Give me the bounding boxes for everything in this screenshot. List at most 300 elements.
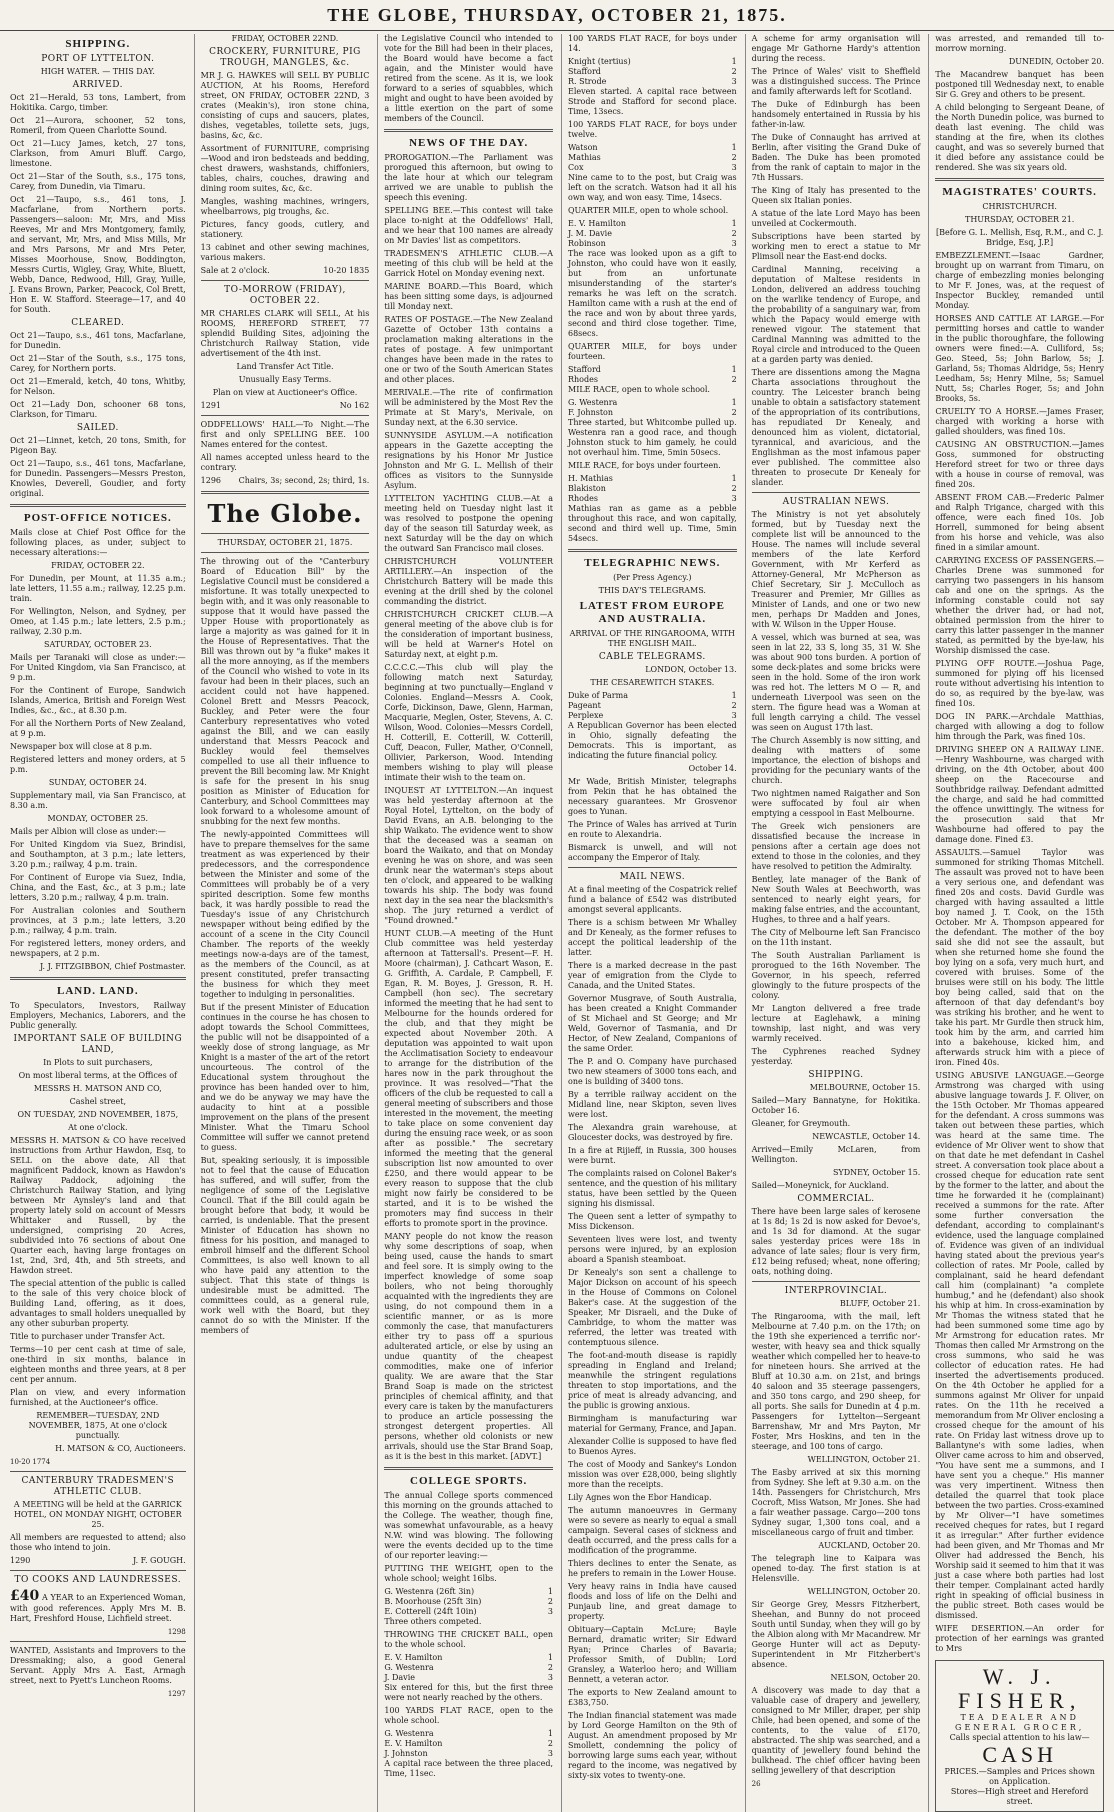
mail-item: Seventeen lives were lost, and twenty persons were injured, by an explosion aboard a Spanish steamboat. [568, 1235, 737, 1264]
dunedin-dateline: DUNEDIN, October 20. [1008, 57, 1104, 66]
australian-item: The Cyphrenes reached Sydney yesterday. [751, 1047, 921, 1066]
post-item: For Continent of Europe via Suez, India, China, and the East, &c., at 3 p.m.; late letters, 3.20 p.m.; railway, 4 p.m. train. [10, 873, 186, 902]
latest-title: LATEST FROM EUROPE AND AUSTRALIA. [579, 600, 725, 625]
australian-item: A vessel, which was burned at sea, was seen in lat 22, 33 S, long 35, 31 W. She was about 900 tons burden. A portion of some deck-plates and some bricks were seen in the hold. Some of the iron work was red hot. The letters M O — R, and underneath Liverpool was seen on the stern. The figure head was a Woman at full length carrying a child. The vessel was seen on August 17th last. [751, 633, 921, 732]
divider [10, 1641, 186, 1642]
editorial-paragraph: The newly-appointed Committees will have to prepare themselves for the same treatment as was experienced by their predecessors, and the correspondence between the Minister and some of the Committees will probably be of a very spirited description. Some few months back, it was hardly possible to read the Tuesday's issue of any Christchurch newspaper without being edified by the account of a scene in the City Council Chamber. The reports of the weekly meetings now-a-days are of the tamest, as the members of the Council, as at present constituted, prefer transacting the business for which they meet together to indulging in personalities. [200, 830, 370, 999]
wanted-body: WANTED, Assistants and Improvers to the Dressmaking; also, a good General Servant. Apply Mrs A. East, Armagh street, next to Pyett's Luncheon Rooms. [10, 1646, 186, 1685]
court-case: EMBEZZLEMENT.—Isaac Gardner, brought up on warrant from Timaru, on charge of embezzling monies belonging to Mr F. Jones, was, at the request of Inspector Buckley, remanded until Monday. [935, 251, 1104, 310]
event-note: Eleven started. A capital race between Strode and Stafford for second place. Time, 13secs. [568, 87, 737, 116]
event-title: THROWING THE CRICKET BALL, open to the whole school. [384, 1630, 553, 1649]
ad3-body: All names accepted unless heard to the contrary. [200, 453, 370, 472]
event-title: 100 YARDS FLAT RACE, open to the whole school. [384, 1706, 553, 1725]
mail-item: The King of Italy has presented to the Queen six Italian ponies. [751, 186, 921, 205]
result-row [384, 1663, 553, 1673]
divider [568, 867, 737, 868]
mail-item: In a fire at Rijieff, in Russia, 300 houses were burnt. [568, 1146, 737, 1165]
result-name: Mathias [568, 153, 601, 162]
sailed-item: Oct 21—Taupo, s.s., 461 tons, Macfarlane, for Dunedin. Passengers—Messrs Preston, Knowles, Deverell, Goudier, and forty original. [10, 459, 186, 498]
land-sale-title: IMPORTANT SALE OF BUILDING LAND, [13, 1034, 183, 1055]
result-row [568, 408, 737, 418]
result-name: Blakiston [568, 484, 606, 493]
aus-shipping-item: Sailed—Mary Bannatyne, for Hokitika. October 16. [751, 1096, 921, 1115]
mail-item: The Duke of Edinburgh has been handsomely entertained in Russia by his father-in-law. [751, 100, 921, 129]
result-name: F. Johnston [568, 408, 614, 417]
court-case: CRUELTY TO A HORSE.—James Fraser, charged with working a horse with galled shoulders, was fined 10s. [935, 407, 1104, 436]
wanted-reference: 1297 [167, 1690, 186, 1698]
ad2-body: Plan on view at Auctioneer's Office. [212, 388, 358, 397]
cable-item: October 14. [688, 764, 737, 773]
news-item: INQUEST AT LYTTELTON.—An inquest was held yesterday afternoon at the Royal Hotel, Lyttelton, on the body of David Evans, an A.B. belonging to the ship Waikato. The evidence went to show that the deceased was a seaman on board the Waikato, and that on Monday evening he was on shore, and was seen drunk near the waterman's steps about ten o'clock, and appeared to be walking towards his ship. The body was found next day in the sea near the blacksmith's shop. The jury returned a verdict of "Found drowned." [384, 786, 553, 925]
post-item: For United Kingdom via Suez, Brindisi, and Southampton, at 3 p.m.; late letters, 3.20 p.m.; railway, 4 p.m. train. [10, 840, 186, 869]
court-case: DOG IN PARK.—Archdale Matthias, charged with allowing a dog to follow him through the Park, was fined 10s. [935, 712, 1104, 741]
divider [752, 492, 921, 493]
result-row [384, 1739, 553, 1749]
result-place: 3 [731, 77, 737, 86]
magistrates-date: THURSDAY, OCTOBER 21. [964, 215, 1075, 224]
post-office-title: POST-OFFICE NOTICES. [23, 512, 172, 524]
result-row [384, 1653, 553, 1663]
mail-item: The autumn manoeuvres in Germany were so severe as nearly to equal a small campaign. Several cases of sickness and death occurred, and the press calls for a modification of the programme. [568, 1506, 737, 1555]
result-row [568, 57, 737, 67]
land-body: The special attention of the public is called to the sale of this very choice block of Building Land, offering, as it does, advantages to small holders unequalled by any other suburban property. [10, 1279, 186, 1328]
ad1-sale: Sale at 2 o'clock. [200, 266, 270, 275]
post-signature: J. J. FITZGIBBON, Chief Postmaster. [39, 962, 186, 971]
sports-title: COLLEGE SPORTS. [410, 1475, 528, 1487]
ad1-reference: 10-20 1835 [323, 266, 370, 275]
news-item: C.C.C.C.—This club will play the following match next Saturday, beginning at two punctually—England v Colonies. England—Messrs A. Cook, Corfe, Dickinson, Dawe, Glenn, Harman, Macquarie, Meglen, Oster, Stevens, A. C. Wilson, Wood. Colonies—Messrs Cordell, H. Cotterill, E. Cotterill, W. Cotterill, Cuff, Deacon, Fuller, Mather, O'Connell, Ollivier, Parkerson, Wood. Intending members wishing to play will please intimate their wish to the team on. [384, 663, 553, 782]
issue-date: THURSDAY, OCTOBER 21, 1875. [217, 538, 353, 547]
ad3-body: ODDFELLOWS' HALL—To Night.—The first and only SPELLING BEE. 100 Names entered for the contest. [200, 420, 370, 449]
mail-item: The complaints raised on Colonel Baker's sentence, and the question of his military status, have been settled by the Queen signing his dismissal. [568, 1169, 737, 1208]
result-row [568, 375, 737, 385]
mail-item: The P. and O. Company have purchased two new steamers of 3000 tons each, and one is building of 3400 tons. [568, 1057, 737, 1086]
land-title: LAND. LAND. [57, 985, 139, 997]
result-name: B. Moorhouse (25ft 3in) [384, 1597, 482, 1606]
column-4 [561, 34, 737, 1812]
result-place: 2 [731, 408, 737, 417]
divider [201, 415, 370, 416]
cooks-reference: 1298 [167, 1628, 186, 1636]
fisher-stores: Stores—High street and Hereford street. [950, 1787, 1089, 1806]
court-case: CARRYING EXCESS OF PASSENGERS.—Charles Drene was summoned for carrying two passengers in his hansom cab and one on the springs. As the informing constable could not say whether the driver had, or had not, obtained permission from the hirer to carry this latter passenger in the manner stated, as permitted by the bye-law, his Worship dismissed the case. [935, 556, 1104, 655]
result-name: G. Westenra [384, 1729, 434, 1738]
result-row [568, 229, 737, 239]
interprovincial-item: The telegraph line to Kaipara was opened to-day. The first station is at Helensville. [751, 1554, 921, 1583]
result-row [568, 484, 737, 494]
result-row [568, 143, 737, 153]
ctac-signature: J. F. GOUGH. [132, 1556, 186, 1565]
ctac-body: A MEETING will be held at the GARRICK HOTEL, ON MONDAY NIGHT, OCTOBER 25. [13, 1500, 182, 1529]
result-name: Watson [568, 143, 598, 152]
result-name: Rhodes [568, 494, 598, 503]
arrived-item: Oct 21—Aurora, schooner, 52 tons, Romeril, from Queen Charlotte Sound. [10, 116, 186, 135]
result-row [384, 1729, 553, 1739]
result-place: 1 [731, 398, 737, 407]
interprovincial-item: NELSON, October 20. [830, 1673, 921, 1682]
result-name: Stafford [568, 365, 601, 374]
land-body: Terms—10 per cent cash at time of sale, one-third in six months, balance in eighteen months and three years, at 8 per cent per annum. [10, 1345, 186, 1384]
court-case: CAUSING AN OBSTRUCTION.—James Goss, summoned for obstructing Hereford street for two or three days with a house in course of removal, was fined 20s. [935, 440, 1104, 489]
interprovincial-item: The Easby arrived at six this morning from Sydney. She left at 9.30 a.m. on the 14th. Passengers for Christchurch, Mrs Cocroft, Miss Watson, Mr Jones. She had a fair weather passage. Cargo—200 tons Sydney sugar, 1,300 tons coal, and a miscellaneous cargo of fruit and timber. [751, 1468, 921, 1537]
page-number: 26 [751, 1780, 761, 1788]
result-row [568, 711, 737, 721]
mail-item: The Indian financial statement was made by Lord George Hamilton on the 9th of August. An amendment proposed by Mr Smollett, condemning the policy of borrowing large sums each year, without regard to the income, was negatived by sixty-six votes to twenty-one. [568, 1711, 737, 1780]
shipping-title: SHIPPING. [65, 38, 131, 50]
divider [568, 549, 737, 552]
result-place: 3 [731, 711, 737, 720]
ad3-footer [201, 476, 370, 486]
australian-item: The City of Melbourne left San Francisco on the 11th instant. [751, 928, 921, 947]
result-place: 1 [547, 1653, 553, 1662]
mail-title: MAIL NEWS. [619, 872, 686, 882]
land-reference: 10-20 1774 [10, 1458, 51, 1466]
australian-item: The Church Assembly is now sitting, and dealing with matters of some importance, the election of bishops and providing for the pecuniary wants of the church. [751, 736, 921, 785]
sailed-item: Oct 21—Linnet, ketch, 20 tons, Smith, for Pigeon Bay. [10, 436, 186, 455]
court-case: DRIVING SHEEP ON A RAILWAY LINE.—Henry Washbourne, was charged with driving, on the 4th October, about 400 sheep on the Racecourse and Southbridge railway. Defendant admitted the charge, and said he had committed the offence unwittingly. The witness for the prosecution said that Mr Washbourne had offered to pay the damage done. Fined £3. [935, 745, 1104, 844]
interprovincial-title: INTERPROVINCIAL. [784, 1286, 888, 1296]
result-row [568, 701, 737, 711]
post-item: For Australian colonies and Southern provinces, at 3 p.m.; late letters, 3.20 p.m.; railway, 4 p.m. train. [10, 906, 186, 935]
event-note: Nine came to to the post, but Craig was left on the scratch. Watson had it all his own way, and won easy. Time, 14secs. [568, 173, 737, 202]
court-case: USING ABUSIVE LANGUAGE.—George Armstrong was charged with using abusive language towards J. F. Oliver, on the 15th October. Mr Thomas appeared for the defendant. A cross summons was taken out between these parties, which was heard at the same time. The evidence of Mr Oliver went to show that on that date he met defendant in Cashel street. A conversation took place about a crossed cheque for education rate sent by the former to the latter, and about the time he forwarded it he (complainant) received a summons for the rate. After some further conversation the defendant, according to complainant's evidence, used the language complained of. Evidence was given of an individual having stated about the previous year's collection of rates. Mr Poole, called by complainant, said he heard defendant call him (complainant) "a complete humbug," and he (defendant) also shook his whip at him. In cross-examination by Mr Thomas the witness stated that he had been summoned some time ago by Mr Armstrong for education rates. Mr Thomas then called Mr Armstrong on the cross summons, who said he was collector of education rates. He had inserted the advertisements produced. On the 4th October he applied for a summons against Mr Oliver for unpaid rates. On the 11th he received a memorandum from Mr Oliver enclosing a crossed cheque for the amount of his rate. On Friday last witness drove up to Ballantyne's with some ladies, when Oliver came across to him and observed, "You have sent me a summons, and I have sent you a cheque." His manner was very impertinent. Witness then detailed the quarrel that took place between the two parties. Cross-examined by Mr Oliver—"I have sometimes received cheques for rates, but I regard it as irregular." After further evidence had been given, and Mr Thomas and Mr Oliver had addressed the Bench, his Worship said it seemed to him that it was just a case where both parties had lost their temper. Complainant acted hardly right in speaking of official business in the public street. Both cases would be dismissed. [935, 1071, 1104, 1620]
result-row [568, 153, 737, 163]
event-note: Three started, but Whitcombe pulled up. Westenra ran a good race, and though Johnston stuck to him gamely, he could not overhaul him. Time, 5min 50secs. [568, 418, 737, 457]
aus-shipping-title: SHIPPING. [808, 1070, 864, 1080]
fisher-name: W. J. FISHER, [958, 1664, 1082, 1713]
interprovincial-item: A discovery was made to day that a valuable case of drapery and jewellery, consigned to Mr Miller, draper, per ship Chile, had been opened, and some of the contents, to the value of £170, abstracted. The ship was searched, and a quantity of jewellery found behind the bulkhead. The chief officer having been selling jewellery of that description [751, 1686, 921, 1775]
land-sale-line: MESSRS H. MATSON AND CO, [33, 1084, 162, 1093]
result-row [568, 691, 737, 701]
result-place: 2 [731, 67, 737, 76]
mail-item: Governor Musgrave, of South Australia, has been created a Knight Commander of St Michael and St George; and Mr Weld, Governor of Tasmania, and Dr Hector, of New Zealand, Companions of the same Order. [568, 994, 737, 1053]
post-item: MONDAY, OCTOBER 25. [47, 814, 149, 823]
cable-item: The Prince of Wales has arrived at Turin en route to Alexandria. [568, 820, 737, 839]
result-name: G. Westenra [384, 1663, 434, 1672]
result-name: J. Johnston [384, 1749, 428, 1758]
result-place: 2 [731, 701, 737, 710]
result-place: 2 [731, 153, 737, 162]
divider [10, 504, 186, 507]
mail-item: Thiers declines to enter the Senate, as he prefers to remain in the Lower House. [568, 1559, 737, 1578]
australian-item: The South Australian Parliament is prorogued to the 16th November. The Governor, in his speech, referred glowingly to the future prospects of the colony. [751, 951, 921, 1000]
fisher-attention: Calls special attention to his law— [949, 1733, 1090, 1742]
result-place: 1 [731, 691, 737, 700]
result-name: Stafford [568, 67, 601, 76]
result-place: 3 [547, 1749, 553, 1758]
column-1 [10, 34, 186, 1812]
nelson-continuation: was arrested, and remanded till to-morrow morning. [935, 34, 1104, 53]
port-title: PORT OF LYTTELTON. [41, 54, 155, 64]
news-item: MANY people do not know the reason why some descriptions of soap, when being used, cause the hands to smart and feel sore. It is simply owing to the imperfect knowledge of some soap boilers, who not being thoroughly acquainted with the ingredients they are using, do not compound them in a scientific manner, or as is more commonly the case, that manufacturers either try to pass off a spurious adulterated article, or else by using an undue quantity of the cheapest commodities, make one of inferior quality. We are aware that the Star Brand Soap is made on the strictest principles of chemical affinity, and that every care is taken by the manufacturers to produce an article possessing the strongest detergent properties. All persons, whether old colonists or new arrivals, should use the Star Brand Soap, as it is the best in this market. [ADVT.] [384, 1232, 553, 1461]
telegraphic-title: TELEGRAPHIC NEWS. [584, 557, 721, 569]
result-row [568, 494, 737, 504]
cooks-title: TO COOKS AND LAUNDRESSES. [14, 1575, 182, 1585]
cleared-label: CLEARED. [71, 318, 125, 328]
court-case: WIFE DESERTION.—An order for protection of her earnings was granted to Mrs [935, 1624, 1104, 1653]
result-place: 2 [547, 1597, 553, 1606]
ctac-title: CANTERBURY TRADESMEN'S ATHLETIC CLUB. [21, 1476, 175, 1497]
result-place: 3 [547, 1607, 553, 1616]
ad2-body: MR CHARLES CLARK will SELL, At his ROOMS, HEREFORD STREET, 77 splendid Building Sites, adjoining the Christchurch Railway Station, vide advertisement of the 4th inst. [200, 309, 370, 358]
land-sale-line: In Plots to suit purchasers, [43, 1058, 153, 1067]
result-row [568, 474, 737, 484]
result-name: G. Westenra [568, 398, 618, 407]
result-row [384, 1607, 553, 1617]
cable-item: A Republican Governor has been elected in Ohio, signally defeating the Democrats. This is important, as indicating the future financial policy. [568, 721, 737, 760]
ad1-body: MR J. G. HAWKES will SELL BY PUBLIC AUCTION, At his Rooms, Hereford street, ON FRIDAY, OCTOBER 22ND, 3 crates (Meakin's), iron stone china, consisting of cups and saucers, plates, dishes, vegetables, toilette sets, jugs, basins, &c, &c. [200, 71, 370, 140]
mail-item: Lily Agnes won the Ebor Handicap. [568, 1493, 712, 1502]
divider [201, 491, 370, 494]
news-item: CHRISTCHURCH VOLUNTEER ARTILLERY.—An inspection of the Christchurch Battery will be made this evening at the drill shed by the colonel commanding the district. [384, 557, 553, 606]
result-name: Robinson [568, 239, 606, 248]
result-row [568, 67, 737, 77]
event-note: Mathias ran as game as a pebble throughout this race, and won capitally, second and third well up. Time, 5min 54secs. [568, 504, 737, 543]
result-name: Duke of Parma [568, 691, 628, 700]
mail-item: The Prince of Wales' visit to Sheffield was a distinguished success. The Prince and family afterwards left for Scotland. [751, 67, 921, 96]
land-signature: H. MATSON & CO, Auctioneers. [55, 1444, 186, 1453]
court-case: ABSENT FROM CAB.—Frederic Palmer and Ralph Trigance, charged with this offence, were each fined 10s. Job Horrell, summoned for being absent from his horse and vehicle, was also fined in a similar amount. [935, 493, 1104, 552]
result-name: G. Westenra (26ft 3in) [384, 1587, 475, 1596]
column-2 [194, 34, 370, 1812]
mail-item: A statue of the late Lord Mayo has been unveiled at Cockermouth. [751, 209, 921, 228]
cleared-item: Oct 21—Emerald, ketch, 40 tons, Whitby, for Nelson. [10, 377, 186, 396]
result-name: H. Mathias [568, 474, 613, 483]
divider [201, 533, 370, 534]
fisher-prices: PRICES.—Samples and Prices shown on Application. [944, 1767, 1095, 1786]
mail-item: By a terrible railway accident on the Midland line, near Skipton, seven lives were lost. [568, 1090, 737, 1119]
result-row [568, 239, 737, 249]
result-place: 1 [731, 57, 737, 66]
australian-item: Bentley, late manager of the Bank of New South Wales at Beechworth, was sentenced to nearly eight years, for making false entries, and the accountant, Hughes, to three and a half years. [751, 875, 921, 924]
news-item: MERIVALE.—The rite of confirmation will be administered by the Most Rev the Primate at St Mary's, Merivale, on Sunday next, at the 6.30 service. [384, 388, 553, 427]
aus-shipping-item: MELBOURNE, October 15. [809, 1083, 921, 1092]
arrived-item: Oct 21—Lucy James, ketch, 27 tons, Clarkson, from Amuri Bluff. Cargo, limestone. [10, 139, 186, 168]
event-note: The race was looked upon as a gift to Johnston, who could have won it easily, but from an unfortunate misunderstanding of the starter's remarks he was left on the scratch. Hamilton came with a rush at the end of the race and won by about three yards, second and third close together. Time, 68secs. [568, 249, 737, 338]
result-name: E. V. Hamilton [384, 1653, 443, 1662]
cleared-item: Oct 21—Lady Don, schooner 68 tons, Clarkson, for Timaru. [10, 400, 186, 419]
aus-shipping-item: SYDNEY, October 15. [832, 1168, 921, 1177]
court-case: ASSAULTS.—Samuel Taylor was summoned for striking Thomas Mitchell. The assault was proved not to have been a very serious one, and defendant was fined 20s and costs. David Gurdle was charged with having assaulted a little boy named J. T. Cook, on the 15th October. Mr A. Thompson appeared for the defendant. The mother of the boy said she did not see the assault, but when she returned home she found the boy lying on a sofa, very much hurt, and covered with bruises. Some of the bruises were still on his body. The little boy being called, said that on the afternoon of that day defendant's boy was striking his brother, and he went to take his part. Mr Gurdle then struck him, took him by the arm, and carried him into a bakehouse, kicked him, and afterwards struck him with a piece of iron. Fined 40s. [935, 848, 1104, 1067]
result-name: E. V. Hamilton [384, 1739, 443, 1748]
result-place: 2 [547, 1739, 553, 1748]
aus-shipping-item: Arrived—Emily McLaren, from Wellington. [751, 1145, 921, 1164]
arrived-item: Oct 21—Star of the South, s.s., 175 tons, Carey, from Dunedin, via Timaru. [10, 172, 186, 191]
court-case: HORSES AND CATTLE AT LARGE.—For permitting horses and cattle to wander in the public thoroughfare, the following owners were fined:—A. Culliford, 5s; Geo. Steed, 5s; John Barlow, 5s; J. Garland, 5s; Thomas Aldridge, 5s; Henry Leedham, 5s; Henry Milne, 5s; Samuel Nutt, 5s; Charles Roger, 5s; and John Brooks, 5s. [935, 314, 1104, 403]
editorial-paragraph: But if the present Minister of Education continues in the course he has chosen to adopt towards the School Committees, the public will not be disappointed of a weekly dose of strong language, as Mr Knight is a master of the art of the retort uncourteous. The control of the Educational system throughout the province has been handed over to him, and we do be anyway we may have the audacity to hint at a possible improvement on the plans of the present Minister. What the Timaru School Committee will suffer we cannot pretend to guess. [200, 1003, 370, 1152]
news-item: PROROGATION.—The Parliament was prorogued this afternoon, but owing to the late hour at which our telegram arrived we are unable to publish the speech this evening. [384, 153, 553, 202]
news-title: NEWS OF THE DAY. [409, 137, 529, 149]
result-place: 1 [731, 219, 737, 228]
australian-title: AUSTRALIAN NEWS. [782, 497, 890, 507]
result-name: R. Strode [568, 77, 607, 86]
fisher-cash: CASH [982, 1742, 1057, 1767]
news-item: RATES OF POSTAGE.—The New Zealand Gazette of October 13th contains a proclamation making alterations in the rates of postage. A few unimportant changes have been made in the rates to one or two of the South American States and other places. [384, 315, 553, 384]
aus-shipping-item: NEWCASTLE, October 14. [812, 1132, 921, 1141]
news-item: CHRISTCHURCH CRICKET CLUB.—A general meeting of the above club is for the consideration of important business, will be held at Warner's Hotel on Saturday next, at eight p.m. [384, 610, 553, 659]
mail-item: Obituary—Captain McLure; Bayle Bernard, dramatic writer; Sir Edward Ryan; Prince Charles of Bavaria; Professor Smith, of Dublin; Lord Gransley, a Waterloo hero; and William Bennett, a veteran actor. [568, 1625, 737, 1684]
land-intro: To Speculators, Investors, Railway Employers, Mechanics, Laborers, and the Public generally. [10, 1001, 186, 1030]
result-row [568, 77, 737, 87]
fisher-trade: TEA DEALER AND GENERAL GROCER, [955, 1713, 1085, 1732]
interprovincial-item: Sir George Grey, Messrs Fitzherbert, Sheehan, and Bunny do not proceed South until Sunday, when they will go by the Albion along with Mr Macandrew. Mr George Hunter will act as Deputy-Superintendent in Mr Fitzherbert's absence. [751, 1600, 921, 1669]
telegraphic-tag: THIS DAY'S TELEGRAMS. [598, 586, 706, 595]
mail-item: Cardinal Manning, receiving a deputation of Maltese residents in London, delivered an address touching on the warlike tendency of Europe, and the probability of a sanguinary war, from which the Papacy would emerge with renewed vigour. The statement that Cardinal Manning was admitted to the Royal circle and introduced to the Queen at a garden party was denied. [751, 265, 921, 364]
mail-item: Subscriptions have been started by working men to erect a statue to Mr Plimsoll near the East-end docks. [751, 232, 921, 261]
commercial-body: There have been large sales of kerosene at 1s 8d; 1s 2d is now asked for Devoe's, and 1s 3d for diamond. At the sugar sales yesterday prices were 18s in advance of late sales; flour is very firm, £12 being refused; wheat, none offering; oats, nothing doing. [751, 1207, 921, 1276]
divider [10, 1570, 186, 1571]
event-title: QUARTER MILE, open to whole school. [568, 206, 729, 215]
ad1-date: FRIDAY, OCTOBER 22ND. [231, 34, 339, 43]
result-place: 3 [547, 1673, 553, 1682]
result-name: Rhodes [568, 375, 598, 384]
magistrates-sub: CHRISTCHURCH. [982, 202, 1057, 211]
ctac-footer [10, 1556, 186, 1566]
result-place: 1 [731, 365, 737, 374]
event-note: Three others competed. [384, 1617, 482, 1626]
news-item: MARINE BOARD.—This Board, which has been sitting some days, is adjourned till Monday next. [384, 282, 553, 311]
result-name: Perplexe [568, 711, 604, 720]
aus-shipping-item: Sailed—Moneynick, for Auckland. [751, 1181, 889, 1190]
mail-item: Dr Kenealy's son sent a challenge to Major Dickson on account of his speech in the House of Commons on Colonel Baker's case. At the suggestion of the Speaker, Mr Disraeli, and the Duke of Cambridge, to whom the matter was referred, the letter was treated with contemptuous silence. [568, 1268, 737, 1347]
arrived-label: ARRIVED. [72, 80, 124, 90]
mail-item: The foot-and-mouth disease is rapidly spreading in England and Ireland; meanwhile the stringent regulations threaten to stop importations, and the price of meat is already advancing, and the public is growing anxious. [568, 1351, 737, 1410]
divider [384, 129, 553, 132]
divider [10, 977, 186, 980]
magistrates-bench: [Before G. L. Mellish, Esq, R.M., and C. J. Bridge, Esq, J.P.] [936, 228, 1104, 247]
event-title: 100 YARDS FLAT RACE, for boys under twelve. [568, 120, 737, 139]
result-place: 1 [547, 1587, 553, 1596]
mail-item: Very heavy rains in India have caused floods and loss of life on the Delhi and Punjaub line, and great damage to property. [568, 1582, 737, 1621]
ad1-title: CROCKERY, FURNITURE, PIG TROUGH, MANGLES, &c. [209, 47, 361, 68]
mail-item: There is a marked decrease in the past year of emigration from the Clyde to Canada, and the United States. [568, 961, 737, 990]
mail-item: A scheme for army organisation will engage Mr Gathorne Hardy's attention during the recess. [751, 34, 921, 63]
australian-item: The Greek wich pensioners are dissatisfied because the increase in pensions after a certain age does not extend to those in the colonies, and they have resolved to petition the Admiralty. [751, 822, 921, 871]
mail-item: The Queen sent a letter of sympathy to Miss Dickenson. [568, 1212, 737, 1231]
cleared-item: Oct 21—Star of the South, s.s., 175 tons, Carey, for Northern ports. [10, 354, 186, 373]
land-remember: REMEMBER—TUESDAY, 2ND NOVEMBER, 1875, At one o'clock punctually. [28, 1411, 167, 1440]
event-note: Six entered for this, but the first three were not nearly reached by the others. [384, 1683, 553, 1702]
ctac-body: All members are requested to attend; also those who intend to join. [10, 1533, 186, 1552]
australian-item: The Ministry is not yet absolutely formed, but by Tuesday next the complete list will be announced to the House. The names will include several members of the late Kerford Government, with Mr Kerferd as Attorney-General, Mr McPherson as Chief Secretary, Sir J. McCulloch as Treasurer and Premier, Mr Gillies as Minister of Lands, and one or two new men, perhaps Dr Madden and Jones, with W. Wilson in the Upper House. [751, 510, 921, 629]
event-title: QUARTER MILE, for boys under fourteen. [568, 342, 737, 361]
ad2-title: TO-MORROW (FRIDAY), OCTOBER 22. [224, 285, 346, 306]
result-row [384, 1673, 553, 1683]
column-6 [928, 34, 1104, 1812]
result-place: 3 [731, 163, 737, 172]
news-item: SPELLING BEE.—This contest will take place to-night at the Oddfellows' Hall, and we hear that 100 names are already on Mr Davies' list as competitors. [384, 206, 553, 245]
mail-item: The cost of Moody and Sankey's London mission was over £28,000, being slightly more than the receipts. [568, 1460, 737, 1489]
court-case: PLYING OFF ROUTE.—Joshua Page, summoned for plying off his licensed route without advertising his intention to do so, as required by the bye-law, was fined 10s. [935, 659, 1104, 708]
column-3 [377, 34, 553, 1812]
result-name: J. Davie [384, 1673, 415, 1682]
post-item: For Dunedin, per Mount, at 11.35 a.m.; late letters, 11.55 a.m.; railway, 12.25 p.m. train. [10, 574, 186, 603]
aus-shipping-item: Gleaner, for Greymouth. [751, 1119, 851, 1128]
land-sale-line: ON TUESDAY, 2ND NOVEMBER, 1875, [17, 1110, 179, 1119]
land-sale-line: At one o'clock. [68, 1123, 128, 1132]
cable-item: Bismarck is unwell, and will not accompany the Emperor of Italy. [568, 843, 737, 862]
result-place: 1 [731, 143, 737, 152]
cable-title: CABLE TELEGRAMS. [598, 652, 706, 662]
result-row [568, 398, 737, 408]
interprovincial-item: The Ringarooma, with the mail, left Melbourne at 7.40 p.m. on the 17th; on the 19th she experienced a terrific nor'-wester, with heavy sea and thick squally weather which compelled her to heave-to for nineteen hours. She arrived at the Bluff at 10.30 a.m. on 21st, and brings 40 saloon and 35 steerage passengers, and 350 tons cargo, and 290 sheep, for all ports. She sails for Dunedin at 4 p.m. Passengers for Lyttelton—Sergeant Barrenshaw, Mr and Mrs Payton, Mr Foster, Mrs Hoskins, and ten in the steerage, and 100 tons of cargo. [751, 1312, 921, 1451]
post-item: Mails per Albion will close as under:— [10, 827, 166, 836]
mail-item: The Alexandra grain warehouse, at Gloucester docks, was destroyed by fire. [568, 1123, 737, 1142]
land-body: Title to purchaser under Transfer Act. [10, 1332, 166, 1341]
divider [201, 280, 370, 281]
result-place: 2 [731, 229, 737, 238]
result-row [384, 1597, 553, 1607]
news-item: HUNT CLUB.—A meeting of the Hunt Club committee was held yesterday afternoon at Tattersall's. Present—F. H. Moore (chairman), J. Cathcart Wason, E. G. Griffith, A. Cardale, P. Campbell, F. Egan, R. M. Boyes, J. Gresson, R. H. Campbell (hon sec). The secretary informed the meeting that he had sent to Melbourne for the hounds ordered for the club, and that they might be expected about November 20th. A deputation was appointed to wait upon the Acclimatisation Society to endeavour to arrange for the distribution of the hares now in the park throughout the province. It was resolved—"That the officers of the club be requested to call a general meeting of subscribers and those interested in the movement, the meeting to take place on some convenient day during the ensuing race week, or as soon after as possible." The secretary informed the meeting that the general subscription list now amounted to over £250, and there would appear to be every reason to suppose that the club might now fairly be considered to be started, and it is to be wished the promoters may find success in their efforts to promote sport in the province. [384, 929, 554, 1228]
ad1-body: 13 cabinet and other sewing machines, various makers. [200, 243, 370, 262]
result-name: J. M. Davie [568, 229, 612, 238]
result-name: Pageant [568, 701, 601, 710]
ad3-prices: Chairs, 3s; second, 2s; third, 1s. [238, 476, 370, 485]
post-item: Newspaper box will close at 8 p.m. [10, 742, 153, 751]
ad1-body: Mangles, washing machines, wringers, wheelbarrows, pig troughs, &c. [200, 197, 370, 216]
mail-item: There are dissentions among the Magna Charta associations throughout the country. The Leicester branch being unable to obtain a satisfactory statement of the appropriation of its contributions, has repudiated Dr Kenealy, and denounced him as violent, dictatorial, tyrannical, and avaricious, and the Englishman as the most infamous paper ever published. The committee also threaten to prosecute Dr Kenealy for slander. [751, 368, 921, 487]
cleared-item: Oct 21—Taupo, s.s., 461 tons, Macfarlane, for Dunedin. [10, 331, 186, 350]
divider [752, 1281, 921, 1282]
post-item: SUNDAY, OCTOBER 24. [48, 778, 147, 787]
dunedin-item: The Macandrew banquet has been postponed till Wednesday next, to enable Sir G. Grey and others to be present. [935, 70, 1104, 99]
australian-item: Two nightmen named Raigather and Son were suffocated by foul air when emptying a cesspool in East Melbourne. [751, 789, 921, 818]
divider [10, 1471, 186, 1472]
post-item: SATURDAY, OCTOBER 23. [43, 640, 152, 649]
interprovincial-item: WELLINGTON, October 20. [807, 1587, 921, 1596]
column-5 [745, 34, 921, 1812]
editorial-paragraph: The throwing out of the "Canterbury Board of Education Bill" by the Legislative Council must be considered a misfortune. It was totally unexpected to begin with, and it was only reasonable to suppose that it would have passed the Upper House with proportionately as large a majority as was gained for it in the House of Representatives. That the Bill was thrown out by "a fluke" makes it all the more annoying, as if the members of the Council who wished to vote in its favour had been in their places, such an accident could not have happened. Colonel Brett and Messrs Peacock, Buckley, and Peter were the four Canterbury representatives who voted against the Bill, and we can easily understand that Messrs Peacock and Buckley would feel themselves compelled to use all their influence to prevent the Bill becoming law. Mr Knight is safe for the present in his snug position as Minister of Education for Canterbury, and School Committees may look forward to a wholesome amount of snubbing for the next few months. [200, 557, 370, 826]
australian-item: Mr Langton delivered a free trade lecture at Eaglehawk, a mining township, last night, and was very warmly received. [751, 1004, 921, 1043]
ad2-body: Land Transfer Act Title. [236, 362, 334, 371]
interprovincial-item: WELLINGTON, October 21. [807, 1455, 921, 1464]
result-row [568, 219, 737, 229]
cable-dateline: LONDON, October 13. [645, 665, 737, 674]
result-name: Cox [568, 163, 584, 172]
event-title: MILE RACE, open to whole school. [568, 385, 710, 394]
divider [384, 1467, 553, 1470]
arrived-item: Oct 21—Herald, 53 tons, Lambert, from Hokitika. Cargo, timber. [10, 93, 186, 112]
news-item: TRADESMEN'S ATHLETIC CLUB.—A meeting of this club will be held at the Garrick Hotel on Monday evening next. [384, 249, 553, 278]
event-note: A capital race between the three placed, Time, 11sec. [384, 1759, 553, 1778]
tide-label: HIGH WATER. — THIS DAY. [40, 67, 155, 76]
divider [201, 552, 370, 553]
telegraphic-agency: (Per Press Agency.) [613, 573, 692, 582]
cooks-price: £40 [10, 1588, 40, 1604]
ad2-body: Unusually Easy Terms. [238, 375, 332, 384]
news-item: SUNNYSIDE ASYLUM.—A notification appears in the Gazette accepting the resignations by his Honor Mr Justice Johnston and Mr G. L. Mellish of their offices as visitors to the Sunnyside Asylum. [384, 431, 553, 490]
cable-item: Mr Wade, British Minister, telegraphs from Pekin that he has obtained the necessary guarantees. Mr Grosvenor goes to Yunan. [568, 777, 737, 816]
land-sale-line: Cashel street, [69, 1097, 126, 1106]
post-item: For Wellington, Nelson, and Sydney, per Omeo, at 1.45 p.m.; late letters, 2.5 p.m.; railway, 2.30 p.m. [10, 607, 186, 636]
event-title: MILE RACE, for boys under fourteen. [568, 461, 721, 470]
land-body: Plan on view, and every information furnished, at the Auctioneer's office. [10, 1388, 186, 1407]
result-row [568, 163, 737, 173]
post-item: Supplementary mail, via San Francisco, at 8.30 a.m. [10, 791, 186, 810]
post-intro: Mails close at Chief Post Office for the following places, as under, subject to necessary alterations:— [10, 528, 186, 557]
sports-intro: The annual College sports commenced this morning on the grounds attached to the College. The weather, though fine, was somewhat unfavourable, as a heavy N.W. wind was blowing. The following were the events decided up to the time of our reporter leaving:— [384, 1491, 553, 1560]
ctac-reference: 1290 [10, 1556, 31, 1565]
result-place: 3 [731, 494, 737, 503]
ad1-body: Pictures, fancy goods, cutlery, and stationery. [200, 220, 370, 239]
stakes-title: THE CESAREWITCH STAKES. [590, 678, 715, 687]
arrived-item: Oct 21—Taupo, s.s., 461 tons, J. Macfarlane, from Northern ports. Passengers—saloon: Mr, Mrs, and Miss Reeves, Mr and Mrs Montgomery, family, and servant, Mr, Mrs, and Miss Mills, Mr and Mrs Parsons, Mr and Mrs Peter, Misses Moorhouse, Snow, Boddington, Messrs Curtis, Wigley, Gray, White, Bluett, Webb, Dance, Redwood, Hill, Gray, Yuille, J. Evans Brown, Parker, Peacock, Col Brett, Hon E. W. Stafford. Steerage—17, and 40 for South. [10, 195, 186, 314]
result-row [384, 1587, 553, 1597]
ad3-reference: 1296 [200, 476, 222, 485]
fisher-advertisement [935, 1660, 1104, 1812]
masthead-logo: The Globe. [207, 499, 363, 528]
dunedin-item: A child belonging to Sergeant Deane, of the North Dunedin police, was burned to death last evening. The child was standing at the fire, when its clothes caught, and was so severely burned that it died before any assistance could be rendered. She was six years old. [935, 103, 1104, 172]
